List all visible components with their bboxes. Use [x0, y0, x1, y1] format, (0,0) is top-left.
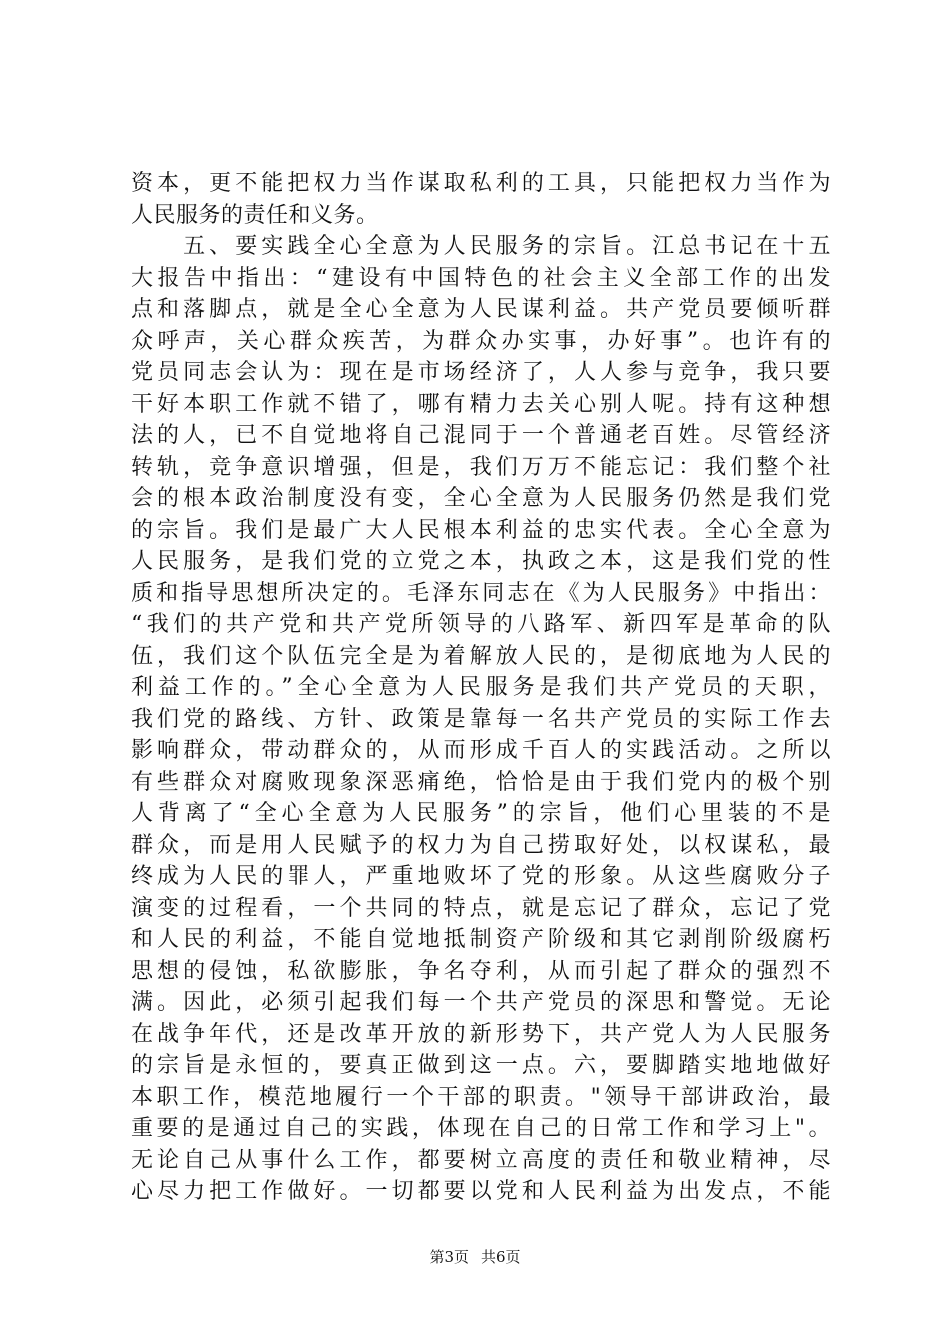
text-line: 干好本职工作就不错了，哪有精力去关心别人呢。持有这种想: [131, 391, 831, 417]
text-line: 点和落脚点，就是全心全意为人民谋利益。共产党员要倾听群: [131, 297, 831, 322]
page-footer: [0, 1247, 950, 1267]
body-text: [131, 168, 831, 1208]
text-line: 利益工作的。”全心全意为人民服务是我们共产党员的天职，: [131, 675, 831, 700]
text-line: 党员同志会认为：现在是市场经济了，人人参与竞争，我只要: [131, 360, 831, 385]
text-line: 本职工作，模范地履行一个干部的职责。"领导干部讲政治，最: [131, 1084, 831, 1110]
text-line: 的宗旨。我们是最广大人民根本利益的忠实代表。全心全意为: [131, 517, 831, 543]
text-line: 人民服务的责任和义务。: [131, 202, 379, 228]
text-line: 资本，更不能把权力当作谋取私利的工具，只能把权力当作为: [131, 171, 831, 196]
text-line: 无论自己从事什么工作，都要树立高度的责任和敬业精神，尽: [131, 1147, 831, 1173]
text-line: 众呼声，关心群众疾苦，为群众办实事，办好事”。也许有的: [131, 328, 831, 354]
text-line: 演变的过程看，一个共同的特点，就是忘记了群众，忘记了党: [131, 895, 831, 921]
text-line: 转轨，竞争意识增强，但是，我们万万不能忘记：我们整个社: [131, 454, 831, 480]
text-line: 五、要实践全心全意为人民服务的宗旨。江总书记在十五: [131, 234, 831, 259]
text-line: 群众，而是用人民赋予的权力为自己捞取好处，以权谋私，最: [131, 832, 831, 858]
text-line: “我们的共产党和共产党所领导的八路军、新四军是革命的队: [131, 612, 831, 637]
text-line: 满。因此，必须引起我们每一个共产党员的深思和警觉。无论: [131, 990, 831, 1015]
text-line: 人民服务，是我们党的立党之本，执政之本，这是我们党的性: [131, 549, 831, 574]
text-line: 大报告中指出：“建设有中国特色的社会主义全部工作的出发: [131, 265, 831, 291]
text-line: 会的根本政治制度没有变，全心全意为人民服务仍然是我们党: [131, 486, 831, 511]
text-line: 伍，我们这个队伍完全是为着解放人民的，是彻底地为人民的: [131, 643, 831, 669]
text-line: 终成为人民的罪人，严重地败坏了党的形象。从这些腐败分子: [131, 864, 831, 889]
text-line: 有些群众对腐败现象深恶痛绝，恰恰是由于我们党内的极个别: [131, 769, 831, 795]
text-line: 法的人，已不自觉地将自己混同于一个普通老百姓。尽管经济: [131, 423, 831, 448]
text-line: 心尽力把工作做好。一切都要以党和人民利益为出发点，不能: [131, 1179, 831, 1204]
text-line: 质和指导思想所决定的。毛泽东同志在《为人民服务》中指出：: [131, 580, 831, 606]
page-total: 共6页: [481, 1248, 521, 1266]
page-number: 第3页: [429, 1248, 469, 1266]
text-line: 影响群众，带动群众的，从而形成千百人的实践活动。之所以: [131, 738, 831, 763]
text-line: 在战争年代，还是改革开放的新形势下，共产党人为人民服务: [131, 1021, 831, 1047]
text-line: 我们党的路线、方针、政策是靠每一名共产党员的实际工作去: [131, 706, 831, 732]
text-line: 的宗旨是永恒的，要真正做到这一点。六，要脚踏实地地做好: [131, 1053, 831, 1078]
text-line: 重要的是通过自己的实践，体现在自己的日常工作和学习上"。: [131, 1116, 831, 1141]
text-line: 和人民的利益，不能自觉地抵制资产阶级和其它剥削阶级腐朽: [131, 927, 831, 952]
text-line: 思想的侵蚀，私欲膨胀，争名夺利，从而引起了群众的强烈不: [131, 958, 831, 984]
text-line: 人背离了“全心全意为人民服务”的宗旨，他们心里装的不是: [131, 801, 831, 826]
